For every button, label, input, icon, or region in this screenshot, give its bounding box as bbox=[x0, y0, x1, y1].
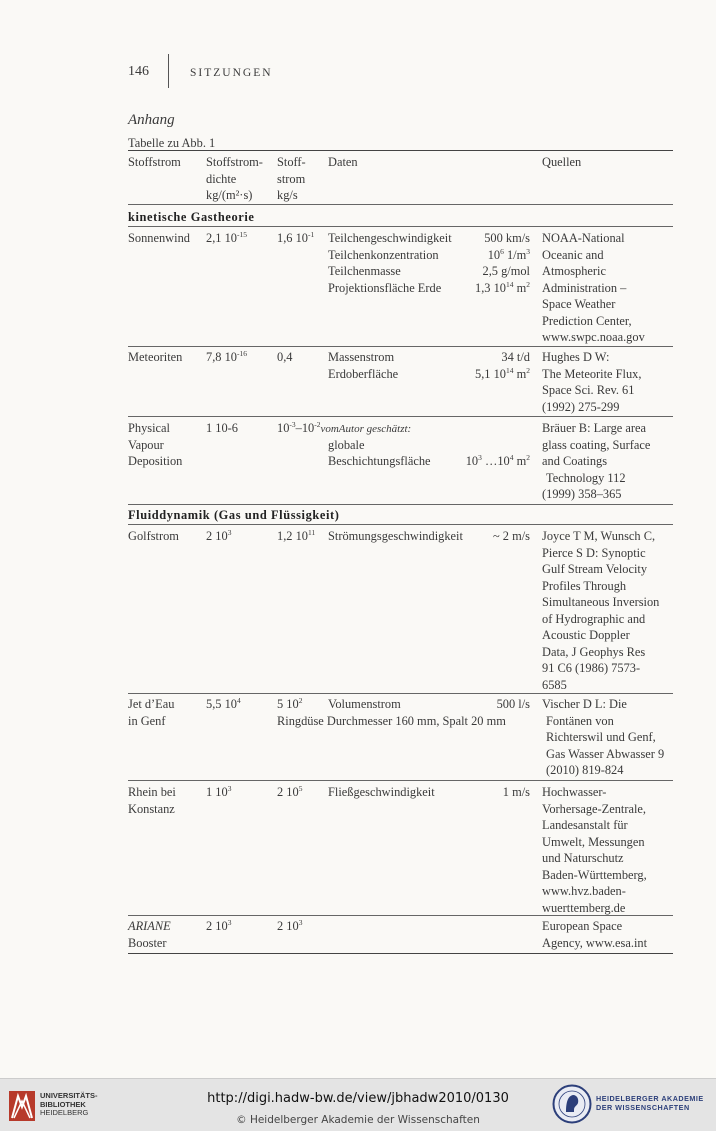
row-ariane-name: ARIANE Booster bbox=[128, 919, 171, 950]
row-meteoriten-data: Massenstrom 34 t/d Erdoberfläche 5,1 $10^{14}$ $m^2$ bbox=[328, 350, 530, 381]
row-rhein-density: 1 $10^3$ bbox=[206, 784, 232, 799]
row-rule bbox=[128, 693, 673, 694]
copyright-notice: © Heidelberger Akademie der Wissenschaften bbox=[236, 1114, 480, 1126]
row-rule bbox=[128, 346, 673, 347]
page-number: 146 bbox=[128, 64, 149, 79]
column-header-stoffstrom: Stoffstrom bbox=[128, 155, 181, 169]
table-caption: Tabelle zu Abb. 1 bbox=[128, 136, 216, 150]
table-top-rule bbox=[128, 150, 673, 151]
section-rule bbox=[128, 226, 673, 227]
column-header-dichte: Stoffstrom- dichte kg/(m²·s) bbox=[206, 155, 263, 202]
row-ariane-source: European Space Agency, www.esa.int bbox=[542, 919, 648, 950]
row-pvd-name: Physical Vapour Deposition bbox=[128, 421, 183, 468]
row-jetdeau-density: 5,5 $10^4$ bbox=[206, 696, 241, 711]
section-fluid: Fluiddynamik (Gas und Flüssigkeit) bbox=[128, 508, 340, 522]
row-rule bbox=[128, 416, 673, 417]
row-meteoriten-name: Meteoriten bbox=[128, 350, 183, 364]
row-sonnenwind-name: Sonnenwind bbox=[128, 231, 190, 245]
row-jetdeau-source: Vischer D L: Die Fontänen von Richterswil und Genf, Gas Wasser Abwasser 9 (2010) 819-824 bbox=[542, 697, 665, 777]
row-golfstrom-data: Strömungsgeschwindigkeit ~ 2 m/s bbox=[328, 529, 530, 543]
row-meteoriten-flow: 0,4 bbox=[277, 350, 293, 364]
row-jetdeau-data: Volumenstrom 500 l/s bbox=[328, 697, 530, 711]
running-head: SITZUNGEN bbox=[190, 67, 273, 79]
row-rhein-data: Fließgeschwindigkeit 1 m/s bbox=[328, 785, 530, 799]
row-rule bbox=[128, 504, 673, 505]
header-rule bbox=[128, 204, 673, 205]
row-pvd-source: Bräuer B: Large area glass coating, Surface and Coatings Technology 112 (1999) 358–365 bbox=[542, 421, 651, 501]
row-rhein-name: Rhein bei Konstanz bbox=[128, 785, 176, 816]
row-jetdeau-name: Jet d’Eau in Genf bbox=[128, 697, 175, 728]
row-ariane-density: 2 $10^3$ bbox=[206, 918, 232, 933]
row-golfstrom-flow: 1,2 $10^{11}$ bbox=[277, 528, 316, 543]
column-header-strom: Stoff- strom kg/s bbox=[277, 155, 306, 202]
row-meteoriten-source: Hughes D W: The Meteorite Flux, Space Sci. Rev. 61 (1992) 275-299 bbox=[542, 350, 642, 414]
university-library-name: UNIVERSITÄTS- BIBLIOTHEK HEIDELBERG bbox=[40, 1091, 98, 1117]
row-jetdeau-flow: 5 $10^2$ Ringdüse Durchmesser 160 mm, Spalt 20 mm bbox=[277, 696, 506, 728]
digitization-footer bbox=[0, 1078, 716, 1131]
section-title: Anhang bbox=[128, 112, 175, 128]
row-golfstrom-density: 2 $10^3$ bbox=[206, 528, 232, 543]
section-rule bbox=[128, 524, 673, 525]
row-rhein-source: Hochwasser- Vorhersage-Zentrale, Landesanstalt für Umwelt, Messungen und Naturschutz Baden-Württemberg, www.hvz.baden- wuerttemberg.de bbox=[542, 785, 647, 915]
row-meteoriten-density: 7,8 $10^{-16}$ bbox=[206, 349, 247, 364]
row-sonnenwind-source: NOAA-National Oceanic and Atmospheric Administration – Space Weather Prediction Center, www.swpc.noaa.gov bbox=[542, 231, 645, 344]
column-header-daten: Daten bbox=[328, 155, 358, 169]
digital-copy-link[interactable]: http://digi.hadw-bw.de/view/jbhadw2010/0130 bbox=[207, 1091, 509, 1106]
section-kinetic: kinetische Gastheorie bbox=[128, 210, 255, 224]
academy-seal-icon bbox=[552, 1084, 592, 1124]
academy-name: HEIDELBERGER AKADEMIE DER WISSENSCHAFTEN bbox=[596, 1094, 704, 1112]
row-ariane-flow: 2 $10^3$ bbox=[277, 918, 303, 933]
column-header-quellen: Quellen bbox=[542, 155, 582, 169]
row-golfstrom-source: Joyce T M, Wunsch C, Pierce S D: Synoptic Gulf Stream Velocity Profiles Through Simultaneous Inversion of Hydrographic and Acoustic Doppler Data, J Geophys Res 91 C6 (1986) 7573- 6585 bbox=[542, 529, 660, 692]
row-sonnenwind-density: 2,1 $10^{-15}$ bbox=[206, 230, 247, 245]
row-rhein-flow: 2 $10^5$ bbox=[277, 784, 303, 799]
row-sonnenwind-data: Teilchengeschwindigkeit 500 km/s Teilchenkonzentration $10^6$ $1/m^3$ Teilchenmasse 2,5 g/mol Projektionsfläche Erde 1,3 $10^{14}$ $m^2$ bbox=[328, 231, 530, 295]
row-rule bbox=[128, 915, 673, 916]
row-rule bbox=[128, 780, 673, 781]
row-pvd-density: 1 10-6 bbox=[206, 421, 239, 435]
row-golfstrom-name: Golfstrom bbox=[128, 529, 179, 543]
row-pvd-flow: $10^{-3}-10^{-2}vomAutor$ geschätzt: bbox=[277, 420, 412, 435]
row-pvd-data: globale Beschichtungsfläche $10^3$ $\dots 10^4$ $m^2$ bbox=[328, 437, 530, 468]
row-sonnenwind-flow: 1,6 $10^{-1}$ bbox=[277, 230, 315, 245]
table-bottom-rule bbox=[128, 953, 673, 954]
header-divider bbox=[168, 54, 169, 88]
